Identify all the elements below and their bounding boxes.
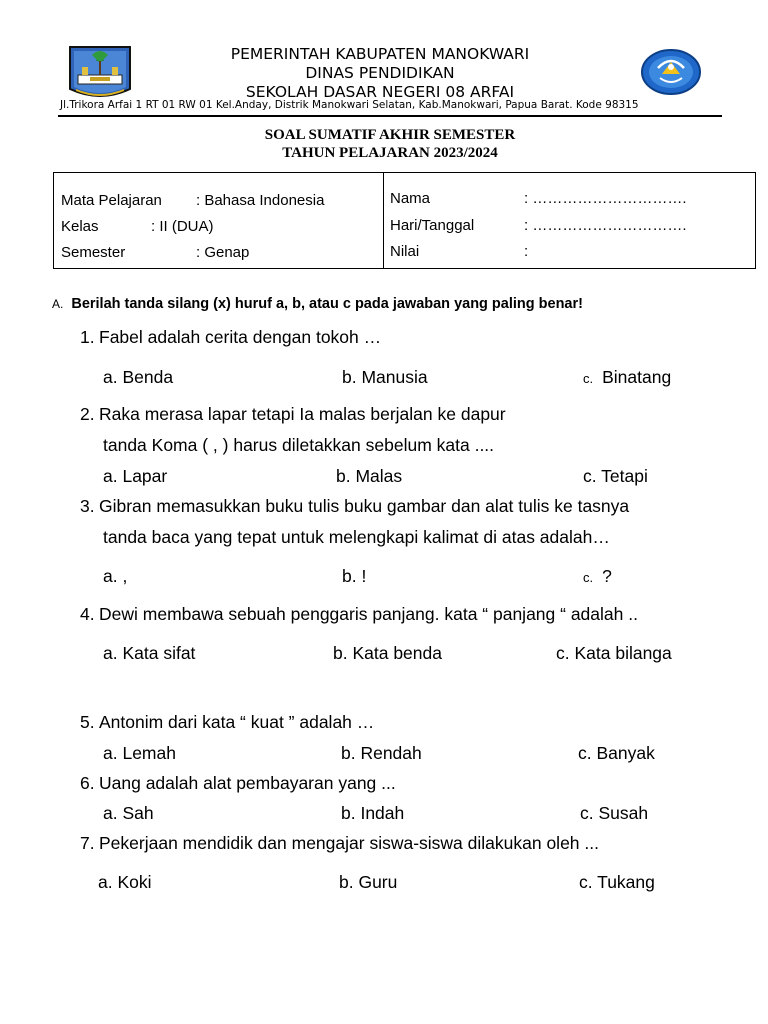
header-school: SEKOLAH DASAR NEGERI 08 ARFAI	[245, 83, 515, 101]
instruction-text: Berilah tanda silang (x) huruf a, b, atau c pada jawaban yang paling benar!	[71, 296, 583, 312]
question-text: Gibran memasukkan buku tulis buku gambar dan alat tulis ke tasnya	[99, 496, 630, 516]
header-department: DINAS PENDIDIKAN	[305, 64, 455, 82]
subject-value: : Bahasa Indonesia	[196, 192, 325, 209]
name-label: Nama	[390, 190, 431, 207]
q7-option-c[interactable]: c. Tukang	[579, 872, 655, 892]
option-letter: c.	[583, 570, 594, 585]
q2-option-a[interactable]: a. Lapar	[103, 466, 168, 486]
option-text: Binatang	[602, 367, 672, 387]
question-3-line-2: tanda baca yang tepat untuk melengkapi kalimat di atas adalah…	[103, 527, 610, 547]
question-number: 3.	[80, 496, 95, 516]
exam-title: SOAL SUMATIF AKHIR SEMESTER	[264, 127, 516, 143]
question-text: Dewi membawa sebuah penggaris panjang. kata “ panjang “ adalah ..	[99, 604, 638, 624]
q1-option-c[interactable]	[583, 367, 671, 388]
class-value: : II (DUA)	[151, 218, 214, 235]
class-label: Kelas	[61, 218, 99, 235]
q6-option-b[interactable]: b. Indah	[341, 803, 405, 823]
question-number: 7.	[80, 833, 95, 853]
q1-option-b[interactable]: b. Manusia	[342, 367, 428, 387]
question-6	[80, 773, 396, 794]
q4-option-c[interactable]: c. Kata bilanga	[556, 643, 672, 663]
q2-option-c[interactable]: c. Tetapi	[583, 466, 648, 486]
question-text: Uang adalah alat pembayaran yang ...	[99, 773, 396, 793]
q5-option-b[interactable]: b. Rendah	[341, 743, 422, 763]
q5-option-a[interactable]: a. Lemah	[103, 743, 176, 763]
question-text: Raka merasa lapar tetapi Ia malas berjalan ke dapur	[99, 404, 506, 424]
option-letter: c.	[583, 371, 594, 386]
instruction	[52, 296, 583, 312]
score-field[interactable]: :	[524, 243, 529, 260]
option-text: ?	[602, 566, 612, 586]
q7-option-a[interactable]: a. Koki	[98, 872, 152, 892]
q6-option-c[interactable]: c. Susah	[580, 803, 649, 823]
q3-option-a[interactable]: a. ,	[103, 566, 128, 586]
question-number: 1.	[80, 327, 95, 347]
question-1	[80, 327, 381, 348]
q3-option-b[interactable]: b. !	[342, 566, 367, 586]
question-text: Fabel adalah cerita dengan tokoh …	[99, 327, 382, 347]
regency-emblem-icon	[68, 45, 132, 101]
score-label: Nilai	[390, 243, 420, 260]
question-number: 2.	[80, 404, 95, 424]
header-government: PEMERINTAH KABUPATEN MANOKWARI	[230, 45, 530, 63]
question-number: 5.	[80, 712, 95, 732]
section-letter: A.	[52, 297, 64, 311]
subject-label: Mata Pelajaran	[61, 192, 162, 209]
date-field[interactable]: : ………………………….	[524, 217, 687, 234]
question-number: 6.	[80, 773, 95, 793]
q4-option-a[interactable]: a. Kata sifat	[103, 643, 196, 663]
tut-wuri-handayani-icon	[640, 48, 702, 96]
question-number: 4.	[80, 604, 95, 624]
date-label: Hari/Tanggal	[390, 217, 475, 234]
q1-option-a[interactable]: a. Benda	[103, 367, 174, 387]
letterhead-rule	[58, 115, 722, 117]
question-text: Pekerjaan mendidik dan mengajar siswa-siswa dilakukan oleh ...	[99, 833, 599, 853]
school-address: Jl.Trikora Arfai 1 RT 01 RW 01 Kel.Anday, Distrik Manokwari Selatan, Kab.Manokwari, Papua Barat. Kode 98315	[60, 99, 639, 111]
semester-value: : Genap	[196, 244, 250, 261]
question-2	[80, 404, 506, 425]
q4-option-b[interactable]: b. Kata benda	[333, 643, 442, 663]
question-3	[80, 496, 629, 517]
q5-option-c[interactable]: c. Banyak	[578, 743, 655, 763]
q7-option-b[interactable]: b. Guru	[339, 872, 398, 892]
q6-option-a[interactable]: a. Sah	[103, 803, 154, 823]
info-box-divider	[383, 173, 384, 268]
question-2-line-2: tanda Koma ( , ) harus diletakkan sebelum kata ....	[103, 435, 495, 455]
q3-option-c[interactable]	[583, 566, 612, 587]
question-text: Antonim dari kata “ kuat ” adalah …	[99, 712, 375, 732]
question-5	[80, 712, 374, 733]
q2-option-b[interactable]: b. Malas	[336, 466, 403, 486]
academic-year: TAHUN PELAJARAN 2023/2024	[282, 145, 498, 161]
question-4	[80, 604, 638, 625]
semester-label: Semester	[61, 244, 126, 261]
question-7	[80, 833, 599, 854]
name-field[interactable]: : ………………………….	[524, 190, 687, 207]
